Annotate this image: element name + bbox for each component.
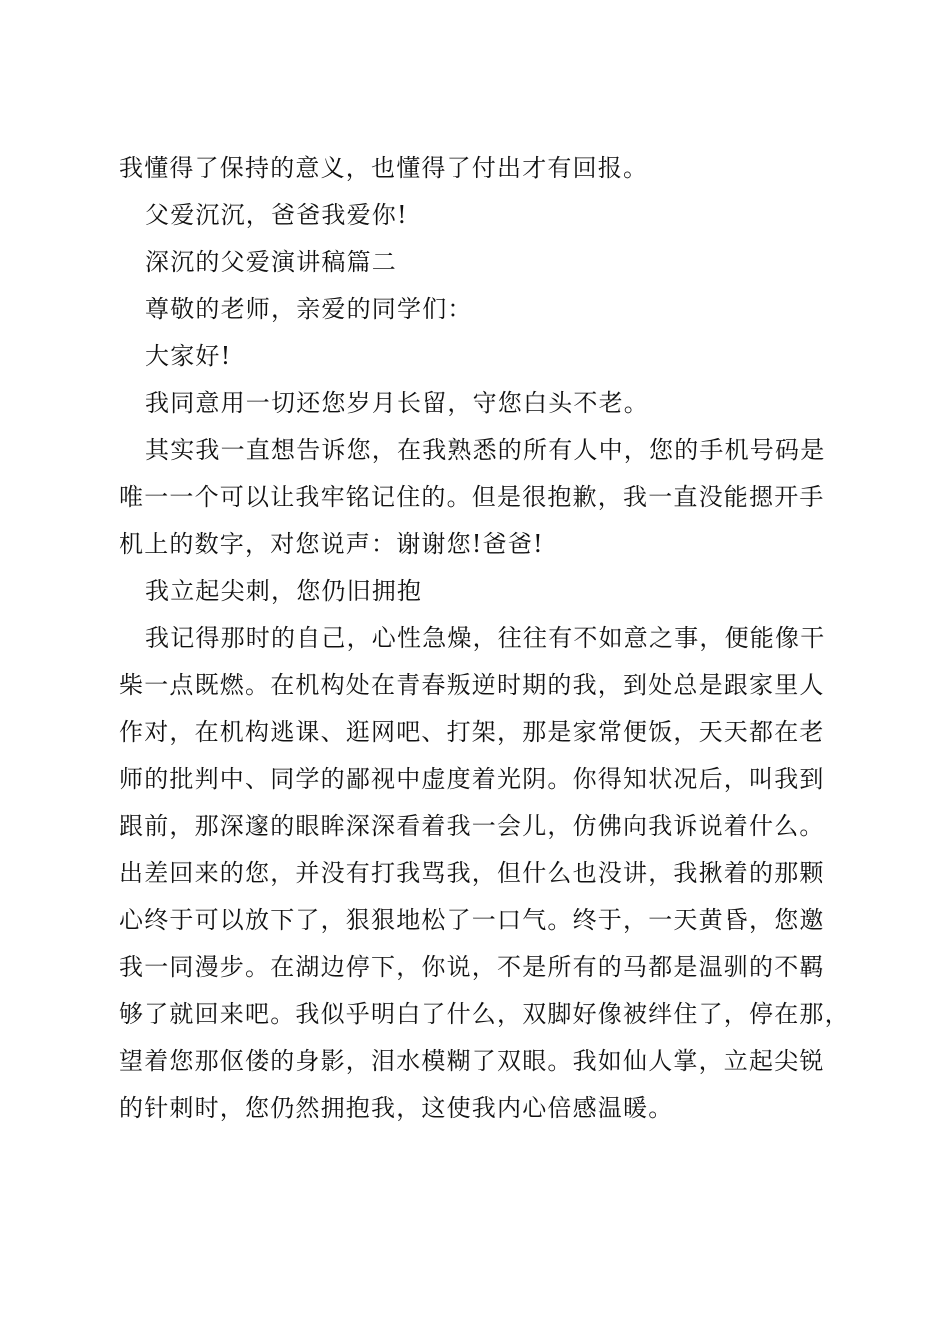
- paragraph-line: 柴一点既燃。在机构处在青春叛逆时期的我，到处总是跟家里人: [119, 671, 825, 699]
- salutation-line: 尊敬的老师，亲爱的同学们：: [145, 295, 473, 323]
- paragraph-line: 我记得那时的自己，心性急燥，往往有不如意之事，便能像干: [145, 624, 826, 652]
- greeting-line: 大家好!: [145, 342, 232, 370]
- paragraph-line: 我同意用一切还您岁月长留，守您白头不老。: [145, 389, 649, 417]
- paragraph-line: 心终于可以放下了，狠狠地松了一口气。终于，一天黄昏，您邀: [119, 906, 825, 934]
- document-body: [119, 145, 850, 1132]
- section-heading: 深沉的父爱演讲稿篇二: [145, 248, 397, 276]
- paragraph-line: 机上的数字，对您说声：谢谢您!爸爸!: [119, 530, 544, 558]
- paragraph-line: 父爱沉沉，爸爸我爱你!: [145, 201, 408, 229]
- paragraph-line: 的针刺时，您仍然拥抱我，这使我内心倍感温暖。: [119, 1094, 674, 1122]
- paragraph-line: 出差回来的您，并没有打我骂我，但什么也没讲，我揪着的那颗: [119, 859, 825, 887]
- paragraph-line: 望着您那伛偻的身影，泪水模糊了双眼。我如仙人掌，立起尖锐: [119, 1047, 825, 1075]
- subheading-line: 我立起尖刺，您仍旧拥抱: [145, 577, 423, 605]
- paragraph-line: 我懂得了保持的意义，也懂得了付出才有回报。: [119, 154, 649, 182]
- paragraph-line: 其实我一直想告诉您，在我熟悉的所有人中，您的手机号码是: [145, 436, 826, 464]
- paragraph-line: 作对，在机构逃课、逛网吧、打架，那是家常便饭，天天都在老: [119, 718, 825, 746]
- paragraph-line: 师的批判中、同学的鄙视中虚度着光阴。你得知状况后，叫我到: [119, 765, 825, 793]
- paragraph-line: 够了就回来吧。我似乎明白了什么，双脚好像被绊住了，停在那，: [119, 1000, 850, 1028]
- paragraph-line: 我一同漫步。在湖边停下，你说，不是所有的马都是温驯的不羁: [119, 953, 825, 981]
- paragraph-line: 唯一一个可以让我牢铭记住的。但是很抱歉，我一直没能摁开手: [119, 483, 825, 511]
- paragraph-line: 跟前，那深邃的眼眸深深看着我一会儿，仿佛向我诉说着什么。: [119, 812, 825, 840]
